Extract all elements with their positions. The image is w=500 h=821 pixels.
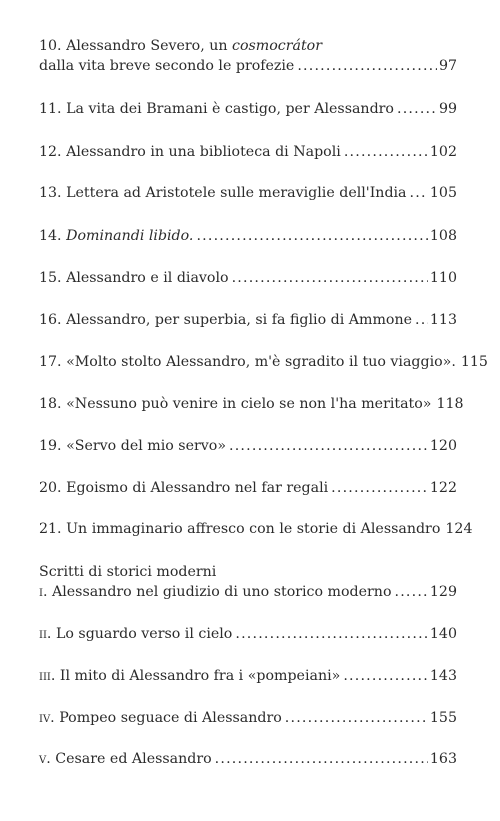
toc-entry-page: 110 — [429, 270, 457, 286]
toc-entry-page: 140 — [429, 626, 457, 642]
dot-leader — [285, 708, 428, 728]
toc-entry-line-1 — [39, 36, 457, 56]
toc-entry — [39, 436, 457, 456]
toc-entry-title: 21. Un immaginario affresco con le storie di Alessandro — [39, 521, 441, 537]
section-heading: Scritti di storici moderni — [39, 564, 217, 580]
dot-leader — [397, 99, 437, 119]
toc-entry-page: 124 — [445, 521, 473, 537]
toc-entry-page: 155 — [429, 710, 457, 726]
toc-entry-page: 99 — [438, 101, 457, 117]
toc-entry — [39, 142, 457, 162]
dot-leader — [344, 142, 428, 162]
toc-entry-page: 97 — [438, 58, 457, 74]
toc-entry-title: 10. Alessandro Severo, un cosmocrátor — [39, 38, 322, 54]
toc-entry-title: 20. Egoismo di Alessandro nel far regali — [39, 480, 329, 496]
toc-entry-page: 143 — [429, 668, 457, 684]
toc-entry-title: 13. Lettera ad Aristotele sulle meraviglie dell'India — [39, 185, 407, 201]
toc-entry-title: 11. La vita dei Bramani è castigo, per Alessandro — [39, 101, 394, 117]
toc-entry-title: 19. «Servo del mio servo» — [39, 438, 227, 454]
toc-entry — [39, 226, 457, 246]
toc-entry — [39, 183, 457, 203]
toc-entry-title: i. Alessandro nel giudizio di uno storico moderno — [39, 584, 392, 600]
toc-entry-page: 129 — [429, 584, 457, 600]
dot-leader — [229, 436, 428, 456]
toc-entry-page: 163 — [429, 751, 457, 767]
toc-entry — [39, 268, 457, 288]
toc-entry-page: 102 — [429, 144, 457, 160]
toc-entry-title: iii. Il mito di Alessandro fra i «pompeiani» — [39, 668, 341, 684]
toc-entry — [39, 394, 464, 414]
toc-entry-page: 120 — [429, 438, 457, 454]
toc-entry-title: iv. Pompeo seguace di Alessandro — [39, 710, 282, 726]
dot-leader — [395, 582, 428, 602]
toc-entry — [39, 36, 457, 76]
toc-entry-page: 115 — [460, 354, 488, 370]
toc-entry — [39, 519, 473, 539]
dot-leader — [297, 56, 437, 76]
toc-entry — [39, 352, 488, 372]
toc-entry-title: 17. «Molto stolto Alessandro, m'è sgradito il tuo viaggio». — [39, 354, 456, 370]
toc-entry — [39, 99, 457, 119]
toc-entry-title-continued: dalla vita breve secondo le profezie — [39, 58, 295, 74]
toc-entry-title: 12. Alessandro in una biblioteca di Napoli — [39, 144, 341, 160]
toc-entry-title: 15. Alessandro e il diavolo — [39, 270, 229, 286]
toc-entry-title: 18. «Nessuno può venire in cielo se non l'ha meritato» — [39, 396, 432, 412]
toc-entry-title: v. Cesare ed Alessandro — [39, 751, 212, 767]
toc-entry — [39, 666, 457, 686]
toc-entry — [39, 749, 457, 769]
toc-entry-page: 113 — [429, 312, 457, 328]
toc-entry-page: 105 — [429, 185, 457, 201]
toc-entry-title: 14. Dominandi libido. — [39, 228, 194, 244]
dot-leader — [215, 749, 428, 769]
toc-entry-page: 108 — [429, 228, 457, 244]
dot-leader — [410, 183, 428, 203]
toc-entry — [39, 310, 457, 330]
toc-entry — [39, 582, 457, 602]
toc-entry-page: 122 — [429, 480, 457, 496]
toc-entry-page: 118 — [436, 396, 464, 412]
toc-entry — [39, 478, 457, 498]
toc-entry-title: ii. Lo sguardo verso il cielo — [39, 626, 233, 642]
toc-entry-title: 16. Alessandro, per superbia, si fa figlio di Ammone — [39, 312, 412, 328]
dot-leader — [331, 478, 428, 498]
dot-leader — [196, 226, 427, 246]
dot-leader — [235, 624, 428, 644]
toc-entry — [39, 708, 457, 728]
dot-leader — [343, 666, 428, 686]
toc-entry — [39, 624, 457, 644]
toc-entry-line-2 — [39, 56, 457, 76]
dot-leader — [232, 268, 428, 288]
dot-leader — [415, 310, 428, 330]
